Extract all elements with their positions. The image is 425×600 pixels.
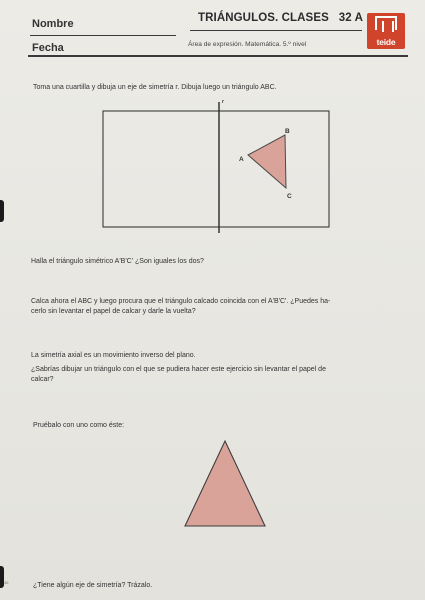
symmetry-statement: La simetría axial es un movimiento inverso del plano. — [31, 352, 196, 359]
vertex-c-label: C — [287, 193, 292, 200]
worksheet-title — [198, 12, 363, 24]
name-label: Nombre — [32, 18, 74, 30]
vertex-a-label: A — [239, 156, 244, 163]
vertex-b-label: B — [285, 128, 290, 135]
axis-label: r — [222, 99, 224, 105]
symmetry-axis-figure — [100, 95, 335, 235]
binding-mark — [0, 200, 4, 222]
isosceles-triangle-figure — [182, 438, 268, 530]
page-number: 36 — [4, 580, 9, 585]
sheet-code: 32 A — [338, 12, 364, 24]
question-2-line-2: cerlo sin levantar el papel de calcar y darle la vuelta? — [31, 307, 196, 315]
header-rule-name — [30, 35, 176, 36]
question-3-line-1: ¿Sabrías dibujar un triángulo con el que se pudiera hacer este ejercicio sin levantar el papel de — [31, 366, 326, 373]
question-2-line-1: Calca ahora el ABC y luego procura que el triángulo calcado coincida con el A'B'C'. ¿Puedes ha- — [31, 298, 331, 305]
title-text: TRIÁNGULOS. CLASES — [198, 12, 329, 24]
publisher-logo — [367, 13, 405, 49]
figure-frame — [103, 111, 329, 227]
header-rule-title — [190, 30, 362, 31]
triangle-abc — [248, 135, 286, 188]
try-it-prompt: Pruébalo con uno como éste: — [33, 422, 125, 429]
logo-mark-icon — [375, 16, 397, 30]
question-1: Halla el triángulo simétrico A'B'C' ¿Son iguales los dos? — [31, 258, 204, 265]
worksheet-subtitle: Área de expresión. Matemática. 5.º nivel — [188, 41, 307, 48]
question-3-line-2: calcar? — [31, 375, 54, 383]
logo-text: teide — [376, 37, 396, 47]
instruction-1: Toma una cuartilla y dibuja un eje de simetría r. Dibuja luego un triángulo ABC. — [33, 84, 277, 91]
final-question: ¿Tiene algún eje de simetría? Trázalo. — [33, 582, 153, 589]
header-divider — [28, 55, 408, 57]
isosceles-triangle — [185, 441, 265, 526]
date-label: Fecha — [32, 42, 64, 54]
